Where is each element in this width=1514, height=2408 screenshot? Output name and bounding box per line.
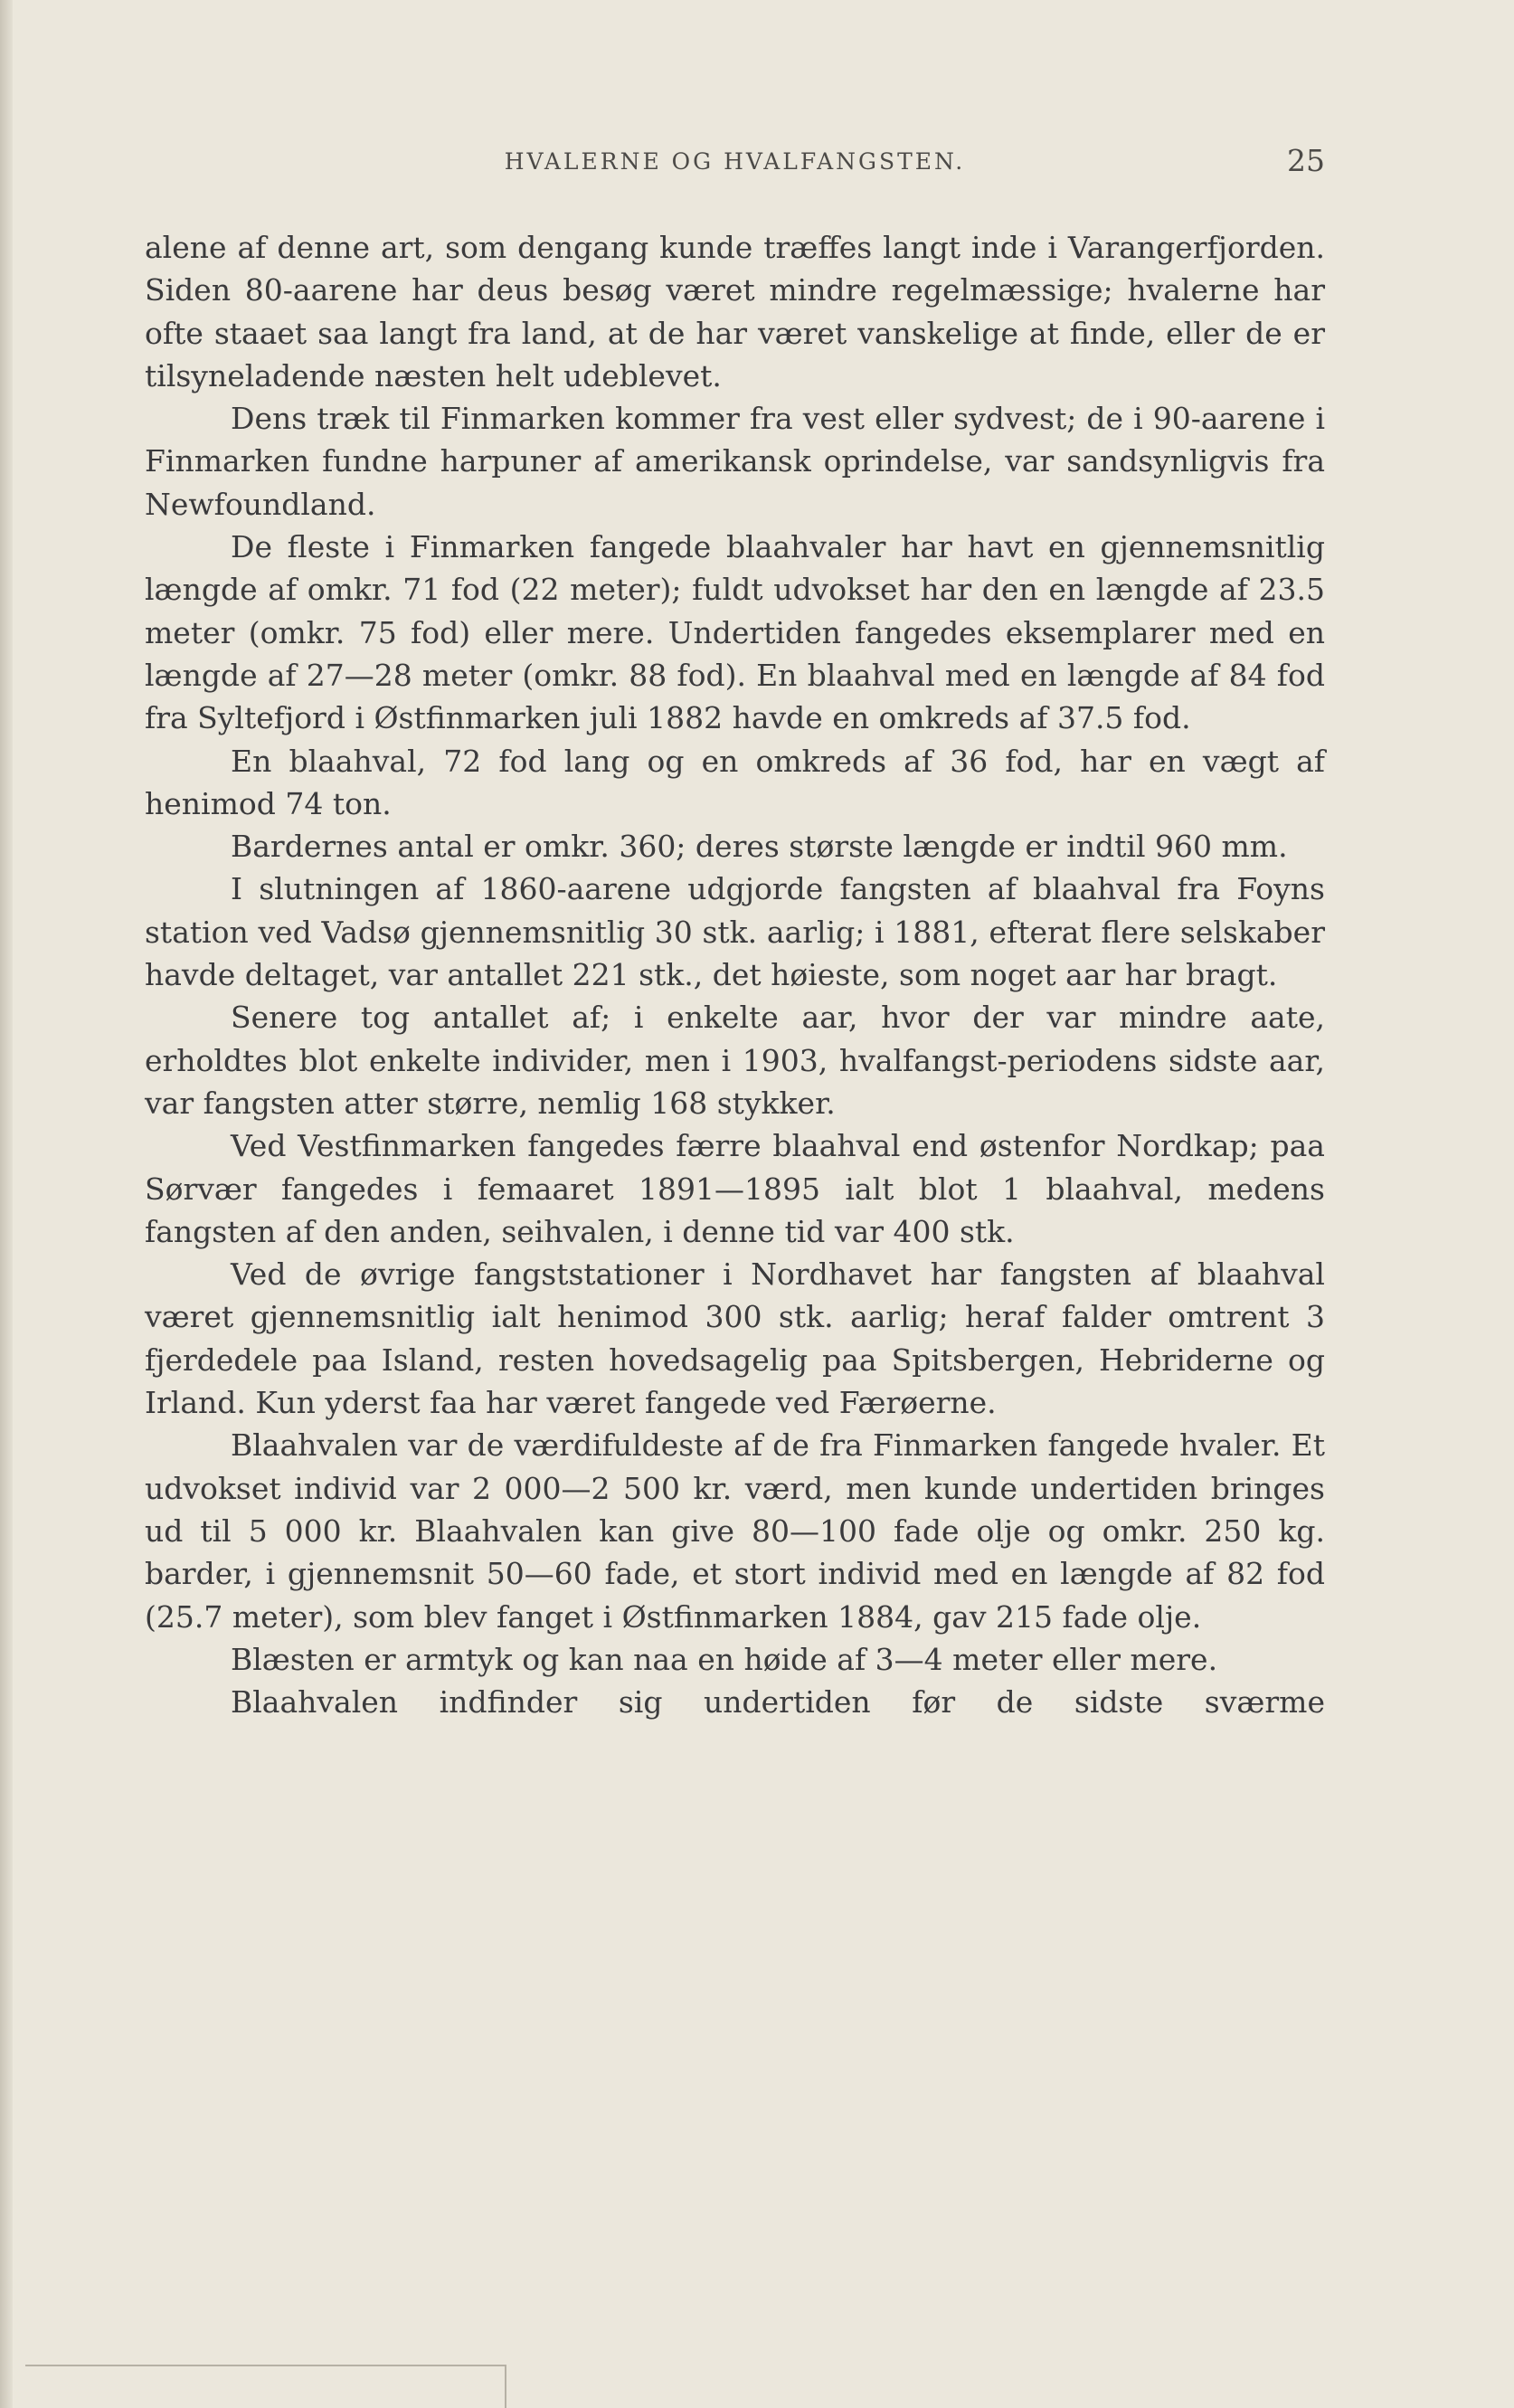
paragraph-2: Dens træk til Finmarken kommer fra vest eller sydvest; de i 90-aarene i Finmarken fundne harpuner af amerikansk oprindelse, var sandsynligvis fra Newfoundland. <box>145 401 1325 522</box>
corner-rule-vertical <box>505 2365 506 2408</box>
paragraph-6: I slutningen af 1860-aarene udgjorde fangsten af blaahval fra Foyns station ved Vadsø gjennemsnitlig 30 stk. aarlig; i 1881, efterat flere selskaber havde deltaget, var antallet 221 stk., det høieste, som noget aar har bragt. <box>145 871 1325 993</box>
paragraph-11: Blæsten er armtyk og kan naa en høide af 3—4 meter eller mere. <box>231 1641 1218 1677</box>
page-number: 25 <box>1287 143 1325 178</box>
running-head-title: HVALERNE OG HVALFANGSTEN. <box>504 148 966 175</box>
page-binding-edge <box>0 0 13 2408</box>
paragraph-7: Senere tog antallet af; i enkelte aar, hvor der var mindre aate, erholdtes blot enkelte individer, men i 1903, hvalfangst-periodens sidste aar, var fangsten atter større, nemlig 168 stykker. <box>145 1000 1325 1121</box>
paragraph-1: alene af denne art, som dengang kunde træffes langt inde i Varangerfjorden. Siden 80-aarene har deus besøg været mindre regelmæssige; hvalerne har ofte staaet saa langt fra land, at de har været vanskelige at finde, eller de er tilsyneladende næsten helt udeblevet. <box>145 230 1325 393</box>
paragraph-5: Bardernes antal er omkr. 360; deres største længde er indtil 960 mm. <box>231 829 1288 865</box>
page-corner-mark <box>25 2348 514 2408</box>
paragraph-12: Blaahvalen indfinder sig undertiden før de sidste sværme <box>231 1684 1325 1721</box>
running-head <box>145 143 1325 197</box>
paragraph-3: De fleste i Finmarken fangede blaahvaler har havt en gjennemsnitlig længde af omkr. 71 fod (22 meter); fuldt udvokset har den en længde af 23.5 meter (omkr. 75 fod) eller mere. Undertiden fangedes eksemplarer med en længde af 27—28 meter (omkr. 88 fod). En blaahval med en længde af 84 fod fra Syltefjord i Østfinmarken juli 1882 havde en omkreds af 37.5 fod. <box>145 529 1325 736</box>
paragraph-10: Blaahvalen var de værdifuldeste af de fra Finmarken fangede hvaler. Et udvokset individ var 2 000—2 500 kr. værd, men kunde undertiden bringes ud til 5 000 kr. Blaahvalen kan give 80—100 fade olje og omkr. 250 kg. barder, i gjennemsnit 50—60 fade, et stort individ med en længde af 82 fod (25.7 meter), som blev fanget i Østfinmarken 1884, gav 215 fade olje. <box>145 1427 1325 1635</box>
body-text <box>145 226 1325 1723</box>
paragraph-4: En blaahval, 72 fod lang og en omkreds af 36 fod, har en vægt af henimod 74 ton. <box>145 743 1325 821</box>
paragraph-8: Ved Vestfinmarken fangedes færre blaahval end østenfor Nordkap; paa Sørvær fangedes i femaaret 1891—1895 ialt blot 1 blaahval, medens fangsten af den anden, seihvalen, i denne tid var 400 stk. <box>145 1128 1325 1249</box>
paragraph-9: Ved de øvrige fangststationer i Nordhavet har fangsten af blaahval været gjennemsnitlig ialt henimod 300 stk. aarlig; heraf falder omtrent 3 fjerdedele paa Island, resten hovedsagelig paa Spitsbergen, Hebriderne og Irland. Kun yderst faa har været fangede ved Færøerne. <box>145 1256 1325 1421</box>
corner-rule <box>25 2365 505 2366</box>
